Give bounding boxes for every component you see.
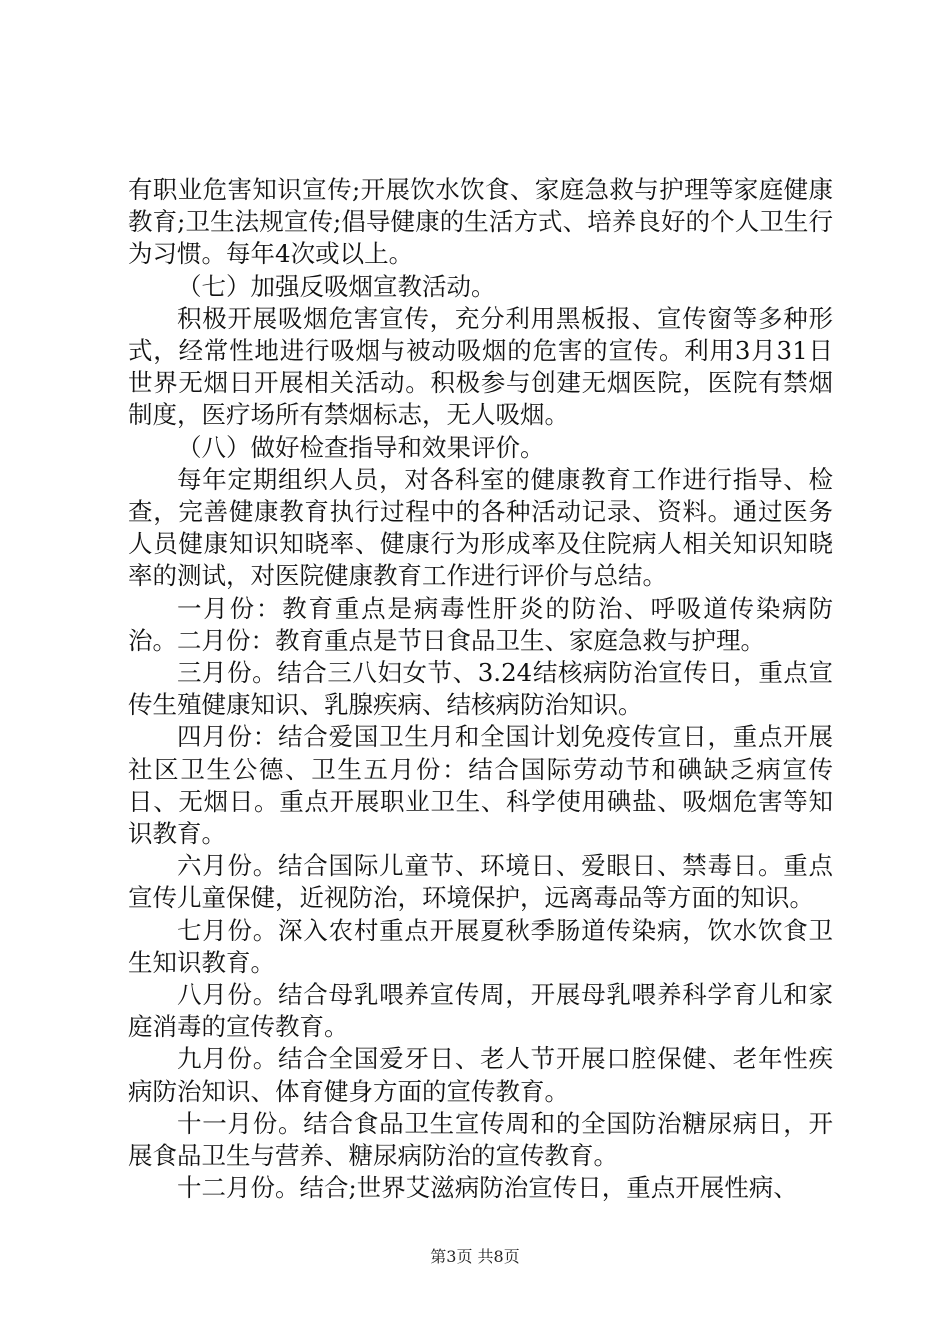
page-number-footer: 第3页 共8页: [430, 1247, 520, 1266]
paragraph-july: 七月份。深入农村重点开展夏秋季肠道传染病，饮水饮食卫生知识教育。: [128, 915, 833, 977]
paragraph-inspection-evaluation: 每年定期组织人员，对各科室的健康教育工作进行指导、检查，完善健康教育执行过程中的各种活动记录、资料。通过医务人员健康知识知晓率、健康行为形成率及住院病人相关知识知晓率的测试，对医院健康教育工作进行评价与总结。: [128, 464, 833, 591]
section-heading-inspection-evaluation: （八）做好检查指导和效果评价。: [177, 432, 545, 462]
paragraph-january-february: 一月份：教育重点是病毒性肝炎的防治、呼吸道传染病防治。二月份：教育重点是节日食品卫生、家庭急救与护理。: [128, 593, 833, 655]
section-heading-anti-smoking: （七）加强反吸烟宣教活动。: [177, 271, 496, 301]
paragraph-june: 六月份。结合国际儿童节、环境日、爱眼日、禁毒日。重点宣传儿童保健，近视防治，环境保护，远离毒品等方面的知识。: [128, 851, 833, 913]
paragraph-march: 三月份。结合三八妇女节、3.24结核病防治宣传日，重点宣传生殖健康知识、乳腺疾病、结核病防治知识。: [128, 658, 833, 720]
paragraph-anti-smoking: 积极开展吸烟危害宣传，充分利用黑板报、宣传窗等多种形式，经常性地进行吸烟与被动吸烟的危害的宣传。利用3月31日世界无烟日开展相关活动。积极参与创建无烟医院，医院有禁烟制度，医疗场所有禁烟标志，无人吸烟。: [128, 303, 833, 430]
paragraph-november: 十一月份。结合食品卫生宣传周和的全国防治糖尿病日，开展食品卫生与营养、糖尿病防治的宣传教育。: [128, 1108, 833, 1171]
paragraph-continued-health-education: 有职业危害知识宣传;开展饮水饮食、家庭急救与护理等家庭健康教育;卫生法规宣传;倡导健康的生活方式、培养良好的个人卫生行为习惯。每年4次或以上。: [128, 175, 833, 269]
paragraph-september: 九月份。结合全国爱牙日、老人节开展口腔保健、老年性疾病防治知识、体育健身方面的宣传教育。: [128, 1044, 833, 1106]
paragraph-december: 十二月份。结合;世界艾滋病防治宣传日，重点开展性病、: [177, 1173, 798, 1203]
paragraph-august: 八月份。结合母乳喂养宣传周，开展母乳喂养科学育儿和家庭消毒的宣传教育。: [128, 980, 833, 1042]
document-body: [128, 174, 833, 1205]
paragraph-april-may: 四月份：结合爱国卫生月和全国计划免疫传宣日，重点开展社区卫生公德、卫生五月份：结合国际劳动节和碘缺乏病宣传日、无烟日。重点开展职业卫生、科学使用碘盐、吸烟危害等知识教育。: [128, 722, 833, 849]
